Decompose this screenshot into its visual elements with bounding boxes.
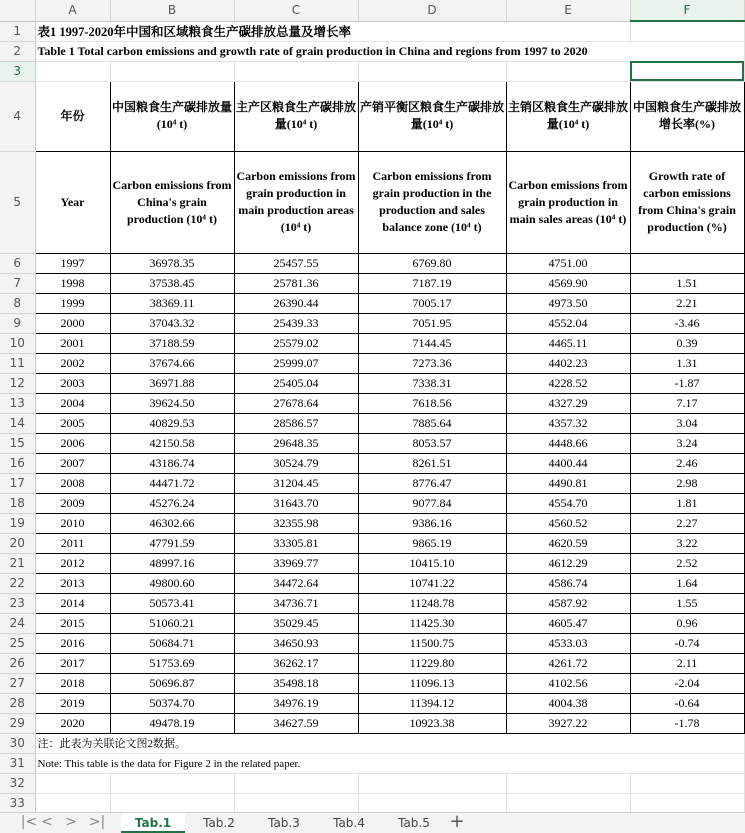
header-balance-en[interactable]: Carbon emissions from grain production in the production and sales balance zone (10⁴ t) — [358, 151, 506, 253]
cell-main[interactable]: 34650.93 — [234, 633, 358, 653]
cell-growth[interactable]: 0.96 — [630, 613, 744, 633]
cell-balance[interactable]: 9386.16 — [358, 513, 506, 533]
row-number[interactable]: 22 — [0, 573, 35, 593]
cell-main[interactable]: 36262.17 — [234, 653, 358, 673]
cell-balance[interactable]: 9077.84 — [358, 493, 506, 513]
cell-main[interactable]: 34627.59 — [234, 713, 358, 733]
cell-balance[interactable]: 7618.56 — [358, 393, 506, 413]
cell[interactable] — [358, 773, 506, 793]
column-header-D[interactable]: D — [358, 0, 506, 21]
first-sheet-icon[interactable]: |< — [20, 814, 38, 830]
row-number[interactable]: 19 — [0, 513, 35, 533]
cell-china[interactable]: 51060.21 — [110, 613, 234, 633]
table-row — [0, 613, 744, 633]
cell-growth[interactable]: -0.74 — [630, 633, 744, 653]
row-number[interactable]: 26 — [0, 653, 35, 673]
cell-china[interactable]: 37188.59 — [110, 333, 234, 353]
cell-main[interactable]: 34736.71 — [234, 593, 358, 613]
cell[interactable] — [358, 793, 506, 812]
data-rows — [0, 253, 744, 733]
row-number[interactable]: 17 — [0, 473, 35, 493]
row-number[interactable]: 2 — [0, 41, 35, 61]
row-number[interactable]: 12 — [0, 373, 35, 393]
cell-main[interactable]: 28586.57 — [234, 413, 358, 433]
title-zh-cell[interactable] — [35, 21, 630, 41]
cell-year[interactable]: 2020 — [35, 713, 110, 733]
cell-sales[interactable]: 4357.32 — [506, 413, 630, 433]
cell-balance[interactable]: 9865.19 — [358, 533, 506, 553]
note-zh: 注：此表为关联论文图2数据。 — [37, 738, 186, 750]
cell-china[interactable]: 51753.69 — [110, 653, 234, 673]
row-number[interactable]: 30 — [0, 733, 35, 753]
cell[interactable] — [506, 61, 630, 81]
sheet-tab-3[interactable]: Tab.3 — [268, 816, 300, 830]
cell-sales[interactable]: 4560.52 — [506, 513, 630, 533]
row-number[interactable]: 13 — [0, 393, 35, 413]
cell-china[interactable]: 50374.70 — [110, 693, 234, 713]
cell-balance[interactable]: 7273.36 — [358, 353, 506, 373]
row-number[interactable]: 18 — [0, 493, 35, 513]
row-number[interactable]: 10 — [0, 333, 35, 353]
cell-sales[interactable]: 4228.52 — [506, 373, 630, 393]
cell-balance[interactable]: 8053.57 — [358, 433, 506, 453]
sheet-tab-bar — [0, 812, 745, 833]
cell-sales[interactable]: 4620.59 — [506, 533, 630, 553]
cell-china[interactable]: 50696.87 — [110, 673, 234, 693]
cell-sales[interactable]: 4554.70 — [506, 493, 630, 513]
cell-main[interactable]: 32355.98 — [234, 513, 358, 533]
cell-sales[interactable]: 4402.23 — [506, 353, 630, 373]
cell-year[interactable]: 2017 — [35, 653, 110, 673]
cell-year[interactable]: 2005 — [35, 413, 110, 433]
cell-main[interactable]: 27678.64 — [234, 393, 358, 413]
sheet-row — [0, 773, 744, 793]
cell-main[interactable]: 25405.04 — [234, 373, 358, 393]
cell-china[interactable]: 50573.41 — [110, 593, 234, 613]
cell-year[interactable]: 1998 — [35, 273, 110, 293]
row-number[interactable]: 23 — [0, 593, 35, 613]
cell-growth[interactable]: 2.52 — [630, 553, 744, 573]
row-number[interactable]: 20 — [0, 533, 35, 553]
cell-sales[interactable]: 4533.03 — [506, 633, 630, 653]
cell-balance[interactable]: 10415.10 — [358, 553, 506, 573]
cell-china[interactable]: 50684.71 — [110, 633, 234, 653]
cell-balance[interactable]: 10923.38 — [358, 713, 506, 733]
cell-main[interactable]: 25579.02 — [234, 333, 358, 353]
table-row — [0, 393, 744, 413]
cell-growth[interactable]: -1.78 — [630, 713, 744, 733]
cell-china[interactable]: 45276.24 — [110, 493, 234, 513]
cell-sales[interactable]: 4751.00 — [506, 253, 630, 273]
table-row — [0, 433, 744, 453]
row-number[interactable]: 29 — [0, 713, 35, 733]
cell-main[interactable]: 25781.36 — [234, 273, 358, 293]
cell-sales[interactable]: 4448.66 — [506, 433, 630, 453]
cell-growth[interactable]: 2.27 — [630, 513, 744, 533]
cell-sales[interactable]: 4612.29 — [506, 553, 630, 573]
title-en-cell[interactable] — [35, 41, 744, 61]
cell-year[interactable]: 2008 — [35, 473, 110, 493]
row-number[interactable]: 7 — [0, 273, 35, 293]
sheet-tab-1[interactable]: Tab.1 — [121, 813, 185, 833]
cell-growth[interactable]: 1.31 — [630, 353, 744, 373]
cell-sales[interactable]: 4973.50 — [506, 293, 630, 313]
column-header-F[interactable]: F — [630, 0, 744, 21]
cell[interactable] — [506, 793, 630, 812]
row-number[interactable]: 1 — [0, 21, 35, 41]
table-row — [0, 333, 744, 353]
cell-main[interactable]: 29648.35 — [234, 433, 358, 453]
cell-balance[interactable]: 11394.12 — [358, 693, 506, 713]
active-cell-F3[interactable] — [630, 61, 744, 81]
table-row — [0, 653, 744, 673]
table-row — [0, 493, 744, 513]
cell-year[interactable]: 1999 — [35, 293, 110, 313]
row-number[interactable]: 25 — [0, 633, 35, 653]
cell-balance[interactable]: 11248.78 — [358, 593, 506, 613]
table-title-zh: 表1 1997-2020年中国和区域粮食生产碳排放总量及增长率 — [37, 25, 352, 39]
row-number[interactable]: 33 — [0, 793, 35, 812]
header-main-en[interactable]: Carbon emissions from grain production in main production areas (10⁴ t) — [234, 151, 358, 253]
cell-china[interactable]: 46302.66 — [110, 513, 234, 533]
cell-year[interactable]: 2019 — [35, 693, 110, 713]
cell-main[interactable]: 31643.70 — [234, 493, 358, 513]
cell-sales[interactable]: 4586.74 — [506, 573, 630, 593]
header-sales-en[interactable]: Carbon emissions from grain production in main sales areas (10⁴ t) — [506, 151, 630, 253]
cell-sales[interactable]: 3927.22 — [506, 713, 630, 733]
cell-main[interactable]: 35029.45 — [234, 613, 358, 633]
cell-sales[interactable]: 4465.11 — [506, 333, 630, 353]
cell-sales[interactable]: 4102.56 — [506, 673, 630, 693]
cell-china[interactable]: 37674.66 — [110, 353, 234, 373]
cell-year[interactable]: 2018 — [35, 673, 110, 693]
cell[interactable] — [506, 773, 630, 793]
cell-balance[interactable]: 10741.22 — [358, 573, 506, 593]
cell-main[interactable]: 25999.07 — [234, 353, 358, 373]
last-sheet-icon[interactable]: >| — [88, 814, 106, 830]
cell-china[interactable]: 40829.53 — [110, 413, 234, 433]
cell-main[interactable]: 34976.19 — [234, 693, 358, 713]
cell-year[interactable]: 2016 — [35, 633, 110, 653]
cell-china[interactable]: 47791.59 — [110, 533, 234, 553]
sheet-tab-5[interactable]: Tab.5 — [398, 816, 430, 830]
cell[interactable] — [630, 793, 744, 812]
table-row — [0, 473, 744, 493]
cell-china[interactable]: 43186.74 — [110, 453, 234, 473]
row-number[interactable]: 9 — [0, 313, 35, 333]
cell-year[interactable]: 2007 — [35, 453, 110, 473]
cell-year[interactable]: 2001 — [35, 333, 110, 353]
cell-main[interactable]: 34472.64 — [234, 573, 358, 593]
table-row — [0, 513, 744, 533]
header-balance-zh[interactable]: 产销平衡区粮食生产碳排放量(10⁴ t) — [358, 81, 506, 151]
cell[interactable] — [234, 793, 358, 812]
cell-sales[interactable]: 4490.81 — [506, 473, 630, 493]
table-row — [0, 373, 744, 393]
cell-main[interactable]: 33969.77 — [234, 553, 358, 573]
cell-growth[interactable]: 7.17 — [630, 393, 744, 413]
cell-sales[interactable]: 4552.04 — [506, 313, 630, 333]
cell[interactable] — [35, 773, 110, 793]
table-row — [0, 413, 744, 433]
header-year-zh[interactable]: 年份 — [35, 81, 110, 151]
cell-sales[interactable]: 4004.38 — [506, 693, 630, 713]
sheet-row — [0, 793, 744, 812]
table-row — [0, 273, 744, 293]
cell-growth[interactable]: 2.21 — [630, 293, 744, 313]
cell-sales[interactable]: 4587.92 — [506, 593, 630, 613]
cell-year[interactable]: 2009 — [35, 493, 110, 513]
cell-balance[interactable]: 8261.51 — [358, 453, 506, 473]
cell[interactable] — [35, 793, 110, 812]
cell[interactable] — [110, 773, 234, 793]
header-sales-zh[interactable]: 主销区粮食生产碳排放量(10⁴ t) — [506, 81, 630, 151]
note-en: Note: This table is the data for Figure 2 in the related paper. — [37, 757, 301, 770]
cell-growth[interactable]: -2.04 — [630, 673, 744, 693]
sheet-row — [0, 61, 744, 81]
sheet-tab-4[interactable]: Tab.4 — [333, 816, 365, 830]
cell-main[interactable]: 25439.33 — [234, 313, 358, 333]
cell-year[interactable]: 2006 — [35, 433, 110, 453]
cell-balance[interactable]: 11229.80 — [358, 653, 506, 673]
cell-main[interactable]: 33305.81 — [234, 533, 358, 553]
row-number[interactable]: 27 — [0, 673, 35, 693]
table-row — [0, 293, 744, 313]
row-number[interactable]: 16 — [0, 453, 35, 473]
sheet-tab-2[interactable]: Tab.2 — [203, 816, 235, 830]
table-row — [0, 713, 744, 733]
cell-growth[interactable]: 1.55 — [630, 593, 744, 613]
cell[interactable] — [630, 773, 744, 793]
row-number[interactable]: 14 — [0, 413, 35, 433]
row-number[interactable]: 31 — [0, 753, 35, 773]
table-title-en: Table 1 Total carbon emissions and growth rate of grain production in China and regions from 1997 to 2020 — [37, 43, 588, 58]
cell[interactable] — [110, 793, 234, 812]
row-number[interactable]: 8 — [0, 293, 35, 313]
cell-year[interactable]: 2012 — [35, 553, 110, 573]
cell-main[interactable]: 26390.44 — [234, 293, 358, 313]
cell-year[interactable]: 1997 — [35, 253, 110, 273]
note-en-cell[interactable] — [35, 753, 744, 773]
table-row — [0, 353, 744, 373]
cell[interactable] — [630, 21, 744, 41]
header-row-en — [0, 151, 744, 253]
cell-balance[interactable]: 8776.47 — [358, 473, 506, 493]
cell-growth[interactable]: 3.24 — [630, 433, 744, 453]
prev-sheet-icon[interactable]: < — [41, 814, 53, 830]
add-sheet-icon[interactable]: + — [449, 811, 465, 832]
column-header-row — [0, 0, 744, 21]
cell[interactable] — [358, 61, 506, 81]
cell-sales[interactable]: 4261.72 — [506, 653, 630, 673]
column-header-E[interactable]: E — [506, 0, 630, 21]
sheet-row — [0, 753, 744, 773]
cell-balance[interactable]: 7885.64 — [358, 413, 506, 433]
cell-balance[interactable]: 7338.31 — [358, 373, 506, 393]
cell[interactable] — [110, 61, 234, 81]
cell-year[interactable]: 2010 — [35, 513, 110, 533]
header-china-en[interactable]: Carbon emissions from China's grain production (10⁴ t) — [110, 151, 234, 253]
header-row-zh — [0, 81, 744, 151]
cell-balance[interactable]: 11500.75 — [358, 633, 506, 653]
cell-year[interactable]: 2013 — [35, 573, 110, 593]
header-main-zh[interactable]: 主产区粮食生产碳排放量(10⁴ t) — [234, 81, 358, 151]
cell-growth[interactable]: -1.87 — [630, 373, 744, 393]
table-row — [0, 693, 744, 713]
column-header-C[interactable]: C — [234, 0, 358, 21]
row-number[interactable]: 15 — [0, 433, 35, 453]
cell[interactable] — [234, 61, 358, 81]
cell-growth[interactable]: -0.64 — [630, 693, 744, 713]
cell-year[interactable]: 2004 — [35, 393, 110, 413]
cell-year[interactable]: 2014 — [35, 593, 110, 613]
table-row — [0, 673, 744, 693]
cell-china[interactable]: 49800.60 — [110, 573, 234, 593]
cell[interactable] — [234, 773, 358, 793]
cell-growth[interactable]: 2.46 — [630, 453, 744, 473]
table-row — [0, 593, 744, 613]
cell-main[interactable]: 30524.79 — [234, 453, 358, 473]
cell-china[interactable]: 44471.72 — [110, 473, 234, 493]
row-number[interactable]: 5 — [0, 151, 35, 253]
cell-sales[interactable]: 4569.90 — [506, 273, 630, 293]
cell-sales[interactable]: 4327.29 — [506, 393, 630, 413]
next-sheet-icon[interactable]: > — [65, 814, 77, 830]
cell-china[interactable]: 37043.32 — [110, 313, 234, 333]
cell-china[interactable]: 39624.50 — [110, 393, 234, 413]
cell-growth[interactable]: 2.11 — [630, 653, 744, 673]
sheet-row — [0, 41, 744, 61]
cell-balance[interactable]: 11096.13 — [358, 673, 506, 693]
cell-balance[interactable]: 7144.45 — [358, 333, 506, 353]
cell-balance[interactable]: 7005.17 — [358, 293, 506, 313]
row-number[interactable]: 4 — [0, 81, 35, 151]
table-row — [0, 253, 744, 273]
table-row — [0, 313, 744, 333]
cell-year[interactable]: 2002 — [35, 353, 110, 373]
row-number[interactable]: 28 — [0, 693, 35, 713]
row-number[interactable]: 11 — [0, 353, 35, 373]
header-growth-en[interactable]: Growth rate of carbon emissions from China's grain production (%) — [630, 151, 744, 253]
cell-year[interactable]: 2003 — [35, 373, 110, 393]
cell[interactable] — [35, 61, 110, 81]
cell-balance[interactable]: 6769.80 — [358, 253, 506, 273]
cell-sales[interactable]: 4400.44 — [506, 453, 630, 473]
row-number[interactable]: 32 — [0, 773, 35, 793]
cell-china[interactable]: 38369.11 — [110, 293, 234, 313]
cell-balance[interactable]: 7051.95 — [358, 313, 506, 333]
table-row — [0, 553, 744, 573]
cell-balance[interactable]: 11425.30 — [358, 613, 506, 633]
cell-main[interactable]: 25457.55 — [234, 253, 358, 273]
cell-china[interactable]: 36978.35 — [110, 253, 234, 273]
cell-growth[interactable]: -3.46 — [630, 313, 744, 333]
cell-year[interactable]: 2015 — [35, 613, 110, 633]
sheet-row — [0, 733, 744, 753]
header-growth-zh[interactable]: 中国粮食生产碳排放增长率(%) — [630, 81, 744, 151]
header-china-zh[interactable]: 中国粮食生产碳排放量(10⁴ t) — [110, 81, 234, 151]
table-row — [0, 633, 744, 653]
note-zh-cell[interactable] — [35, 733, 744, 753]
header-year-en[interactable]: Year — [35, 151, 110, 253]
row-number[interactable]: 6 — [0, 253, 35, 273]
row-number[interactable]: 21 — [0, 553, 35, 573]
table-row — [0, 453, 744, 473]
cell-growth[interactable]: 3.04 — [630, 413, 744, 433]
column-header-B[interactable]: B — [110, 0, 234, 21]
cell-growth[interactable]: 1.51 — [630, 273, 744, 293]
cell-growth[interactable]: 1.64 — [630, 573, 744, 593]
row-number[interactable]: 24 — [0, 613, 35, 633]
cell-growth[interactable]: 0.39 — [630, 333, 744, 353]
select-all-corner[interactable] — [0, 0, 35, 21]
cell-main[interactable]: 31204.45 — [234, 473, 358, 493]
cell-china[interactable]: 37538.45 — [110, 273, 234, 293]
cell-growth[interactable] — [630, 253, 744, 273]
cell-growth[interactable]: 2.98 — [630, 473, 744, 493]
sheet-row — [0, 21, 744, 41]
cell-china[interactable]: 36971.88 — [110, 373, 234, 393]
table-row — [0, 533, 744, 553]
cell-year[interactable]: 2000 — [35, 313, 110, 333]
cell-growth[interactable]: 3.22 — [630, 533, 744, 553]
cell-sales[interactable]: 4605.47 — [506, 613, 630, 633]
table-row — [0, 573, 744, 593]
cell-china[interactable]: 49478.19 — [110, 713, 234, 733]
cell-growth[interactable]: 1.81 — [630, 493, 744, 513]
row-number[interactable]: 3 — [0, 61, 35, 81]
cell-year[interactable]: 2011 — [35, 533, 110, 553]
cell-balance[interactable]: 7187.19 — [358, 273, 506, 293]
cell-main[interactable]: 35498.18 — [234, 673, 358, 693]
column-header-A[interactable]: A — [35, 0, 110, 21]
cell-china[interactable]: 42150.58 — [110, 433, 234, 453]
cell-china[interactable]: 48997.16 — [110, 553, 234, 573]
